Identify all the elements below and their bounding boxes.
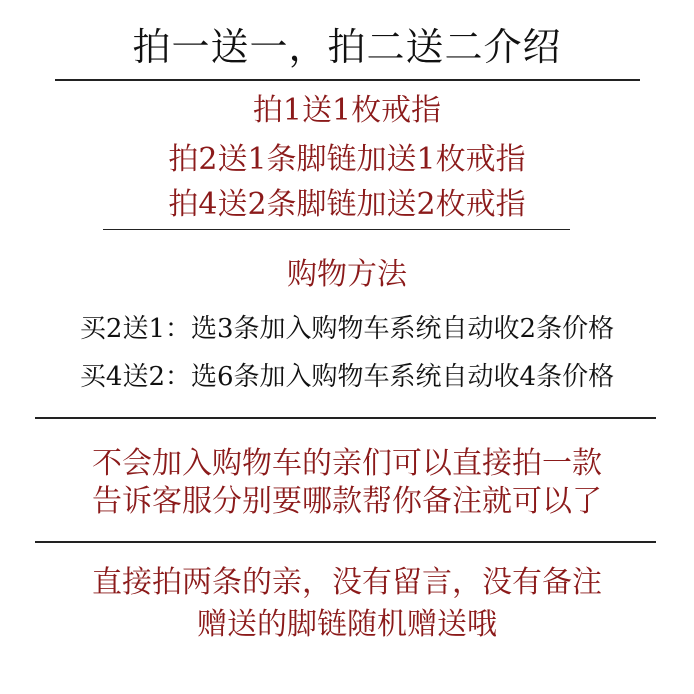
promo-line-1: 拍1送1枚戒指: [252, 93, 442, 128]
shopping-method-heading: 购物方法: [287, 257, 407, 292]
shopping-method-item-1: 买2送1：选3条加入购物车系统自动收2条价格: [79, 314, 615, 344]
promo-line-2: 拍2送1条脚链加送1枚戒指: [168, 142, 526, 177]
title-divider: [55, 79, 640, 81]
promo-divider: [103, 229, 570, 230]
note-line-3: 直接拍两条的亲，没有留言，没有备注: [92, 565, 602, 600]
note-line-2: 告诉客服分别要哪款帮你备注就可以了: [92, 484, 602, 519]
shopping-method-item-2: 买4送2：选6条加入购物车系统自动收4条价格: [79, 362, 615, 392]
method-divider: [35, 417, 656, 419]
promo-line-3: 拍4送2条脚链加送2枚戒指: [168, 187, 526, 222]
note-line-1: 不会加入购物车的亲们可以直接拍一款: [92, 446, 602, 481]
note-line-4: 赠送的脚链随机赠送哦: [197, 607, 497, 642]
note-divider: [35, 541, 656, 543]
page-title: 拍一送一，拍二送二介绍: [132, 25, 562, 69]
